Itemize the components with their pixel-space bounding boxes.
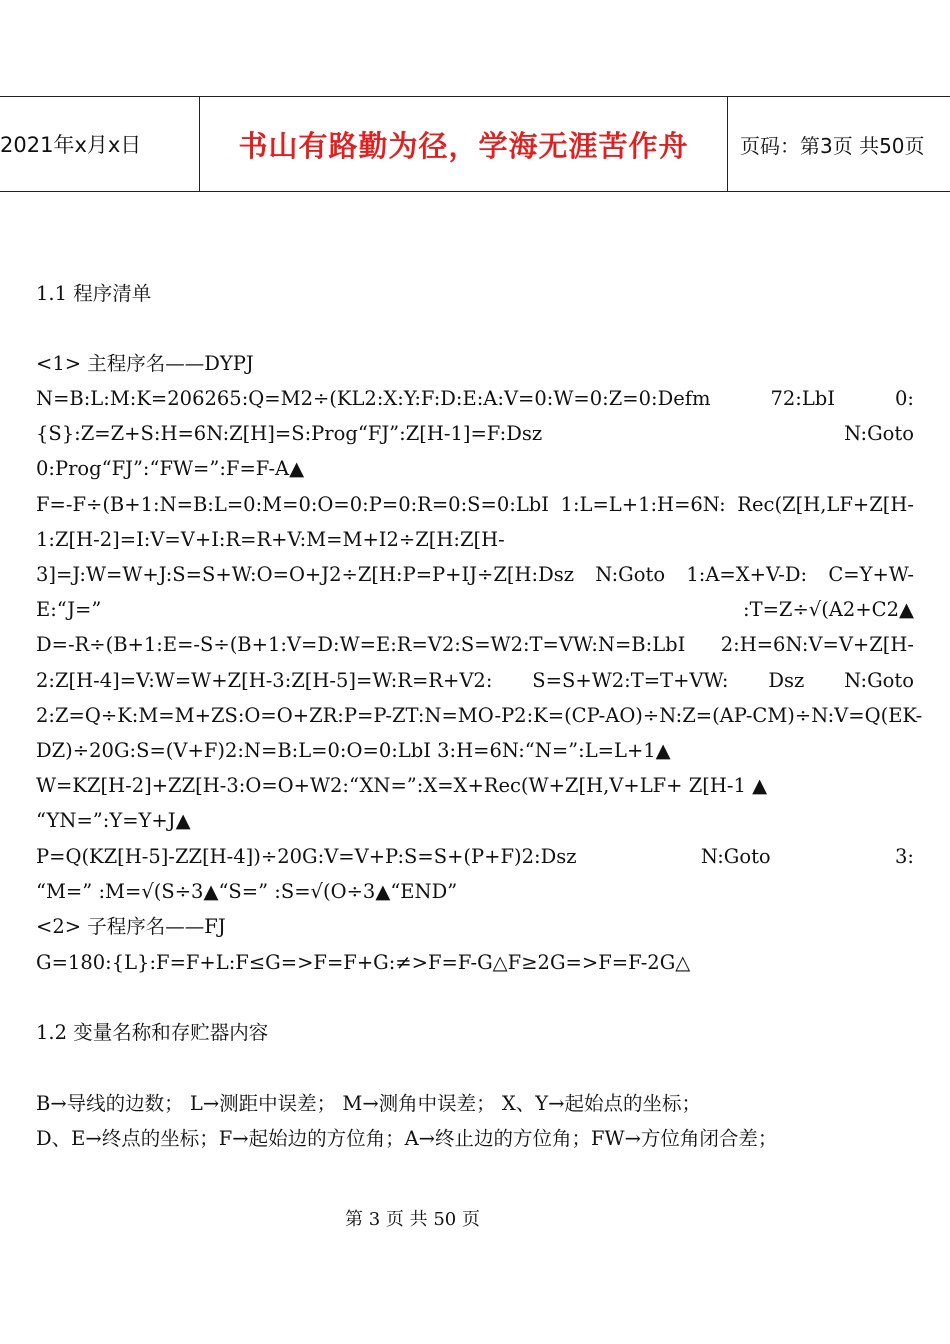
code-line [36, 525, 505, 555]
code-segment: W=KZ[H-2]+ZZ[H-3:O=O+W2:“XN=”:X=X+Rec(W+Z[H,V+LF+ Z[H-1 ▲ [36, 774, 768, 797]
header-motto: 书山有路勤为径，学海无涯苦作舟 [200, 97, 728, 191]
code-segment: 1:A=X+V-D: [686, 563, 808, 586]
code-segment: 3: [895, 845, 914, 868]
code-line [36, 771, 767, 801]
code-line [36, 877, 457, 907]
header-date: 2021年x月x日 [0, 97, 200, 191]
code-segment: DZ)÷20G:S=(V+F)2:N=B:L=0:O=0:LbI 3:H=6N:“N=”:L=L+1▲ [36, 739, 671, 762]
code-line [36, 806, 191, 836]
code-segment: “YN=”:Y=Y+J▲ [36, 809, 191, 832]
code-line [36, 384, 914, 414]
code-segment: 1:L=L+1:H=6N: [560, 493, 726, 516]
code-segment: “M=” :M=√(S÷3▲“S=” :S=√(O÷3▲“END” [36, 880, 458, 903]
code-segment: D=-R÷(B+1:E=-S÷(B+1:V=D:W=E:R=V2:S=W2:T=VW:N=B:LbI [36, 633, 686, 656]
code-segment: 1:Z[H-2]=I:V=V+I:R=R+V:M=M+I2÷Z[H:Z[H- [36, 528, 505, 551]
code-segment: 2:Z[H-4]=V:W=W+Z[H-3:Z[H-5]=W:R=R+V2: [36, 669, 493, 692]
code-segment: S=S+W2:T=T+VW: [532, 669, 729, 692]
code-segment: N:Goto [700, 845, 771, 868]
code-line [36, 630, 914, 660]
code-line [36, 736, 671, 766]
code-line [36, 666, 914, 696]
code-segment: 3]=J:W=W+J:S=S+W:O=O+J2÷Z[H:P=P+IJ÷Z[H:Dsz [36, 563, 574, 586]
code-segment: E:“J=” [36, 598, 102, 621]
code-line [36, 490, 914, 520]
code-segment: N:Goto [844, 422, 914, 445]
page-header [0, 96, 950, 192]
code-segment: 2:H=6N:V=V+Z[H- [720, 633, 914, 656]
code-segment: C=Y+W- [828, 563, 914, 586]
code-segment: Rec(Z[H,LF+Z[H- [737, 493, 914, 516]
variable-line: B→导线的边数； L→测距中误差； M→测角中误差； X、Y→起始点的坐标； [36, 1092, 701, 1115]
sub-program-title: <2> 子程序名——FJ [36, 915, 226, 938]
section-heading-1-1: 1.1 程序清单 [36, 282, 152, 305]
code-segment: N=B:L:M:K=206265:Q=M2÷(KL2:X:Y:F:D:E:A:V=0:W=0:Z=0:Defm [36, 387, 711, 410]
main-program-title: <1> 主程序名——DYPJ [36, 352, 254, 375]
code-line [36, 842, 914, 872]
code-line [36, 454, 304, 484]
sub-program-code: G=180:{L}:F=F+L:F≤G=>F=F+G:≠>F=F-G△F≥2G=>F=F-2G△ [36, 951, 691, 974]
code-line [36, 419, 914, 449]
code-segment: N:Goto [844, 669, 914, 692]
code-segment: Dsz [768, 669, 805, 692]
code-segment: F=-F÷(B+1:N=B:L=0:M=0:O=0:P=0:R=0:S=0:LbI [36, 493, 549, 516]
code-segment: {S}:Z=Z+S:H=6N:Z[H]=S:Prog“FJ”:Z[H-1]=F:Dsz [36, 422, 543, 445]
header-page-info: 页码：第3页 共50页 [740, 133, 925, 158]
code-line [36, 560, 914, 590]
code-segment: :T=Z÷√(A2+C2▲ [743, 598, 914, 621]
code-line [36, 595, 914, 625]
code-segment: 0:Prog“FJ”:“FW=”:F=F-A▲ [36, 457, 305, 480]
code-segment: N:Goto [595, 563, 666, 586]
variable-line: D、E→终点的坐标；F→起始边的方位角；A→终止边的方位角；FW→方位角闭合差； [36, 1127, 778, 1150]
section-heading-1-2: 1.2 变量名称和存贮器内容 [36, 1021, 269, 1044]
code-segment: N=MO-P2:K=(CP-AO)÷N:Z=(AP-CM)÷N:V=Q(EK- [424, 704, 923, 727]
code-segment: 2:Z=Q÷K:M=M+ZS:O=O+ZR:P=P-ZT: [36, 704, 425, 727]
code-segment: 0: [895, 387, 914, 410]
code-segment: 72:LbI [770, 387, 835, 410]
code-line [36, 701, 923, 731]
page-footer: 第 3 页 共 50 页 [345, 1209, 480, 1230]
code-segment: P=Q(KZ[H-5]-ZZ[H-4])÷20G:V=V+P:S=S+(P+F)2:Dsz [36, 845, 577, 868]
